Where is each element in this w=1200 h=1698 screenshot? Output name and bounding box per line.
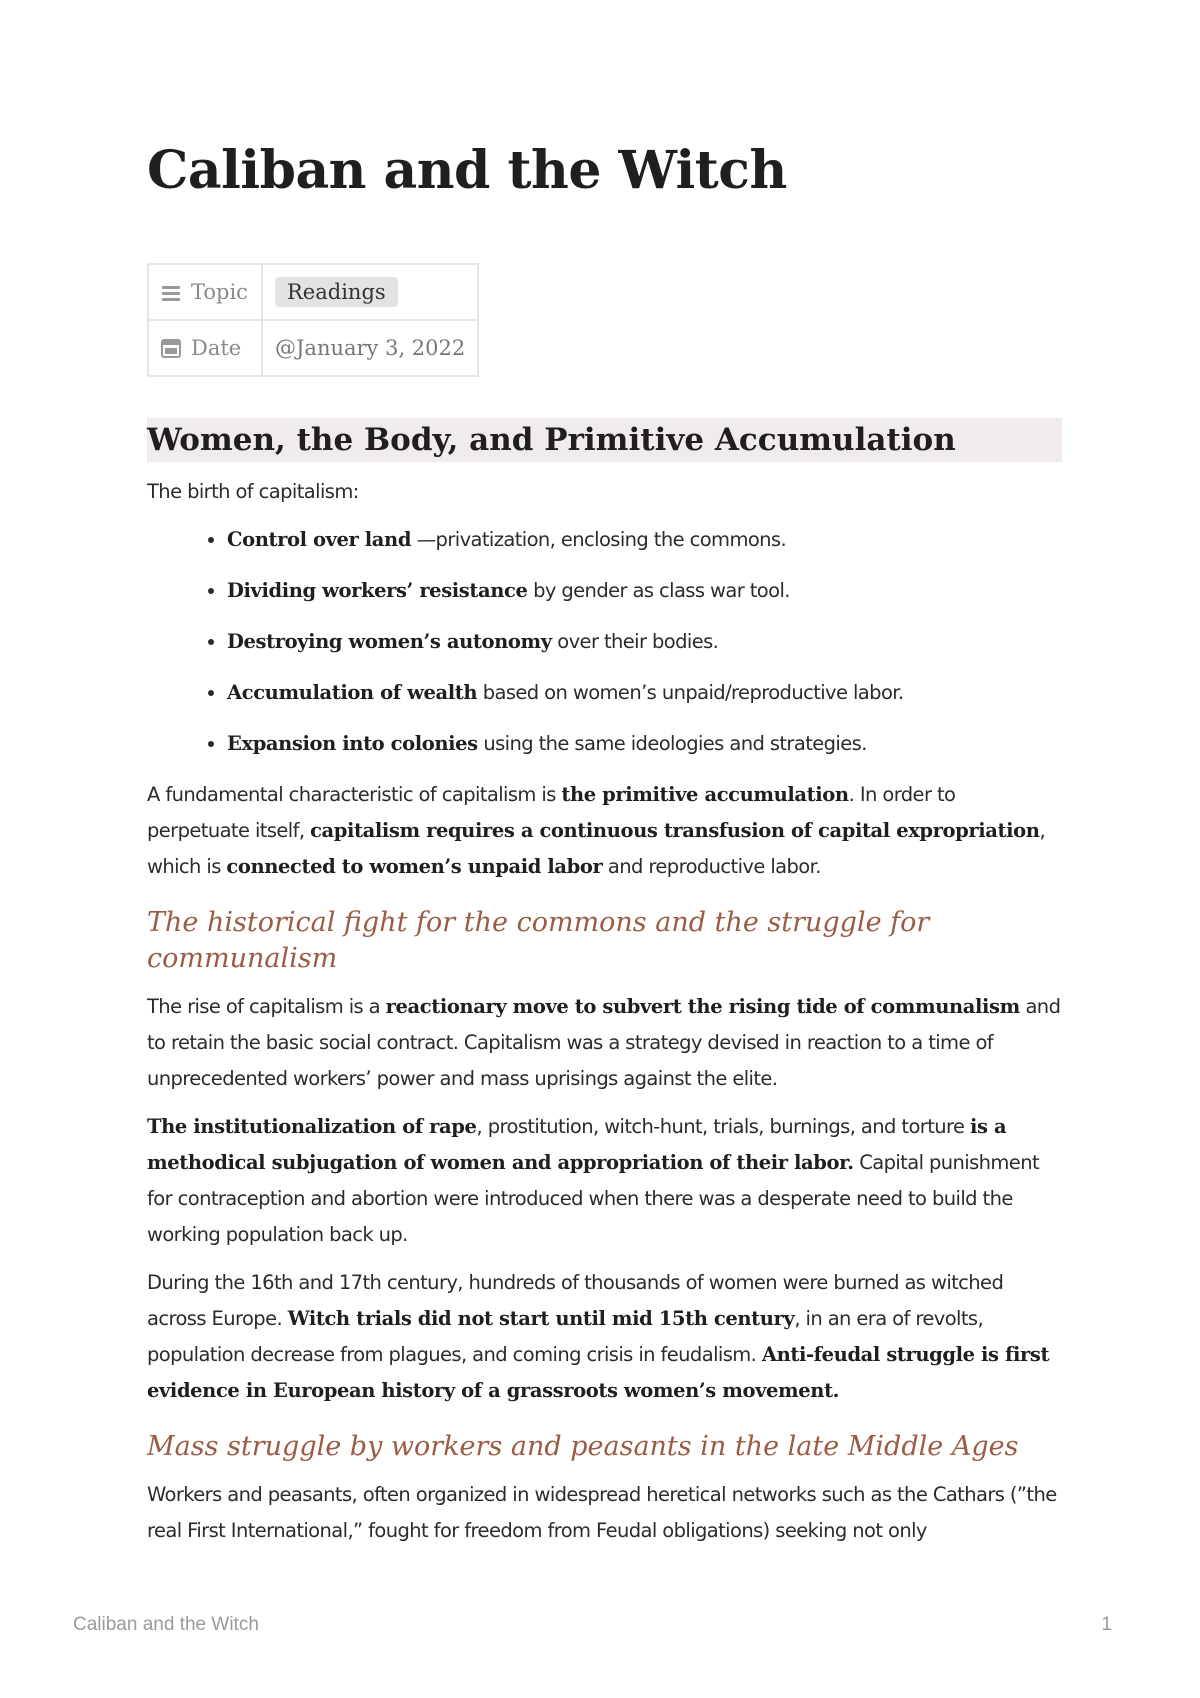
list-item: • Dividing workers’ resistance by gender as class war tool. xyxy=(227,573,1062,609)
paragraph: The institutionalization of rape, prostitution, witch-hunt, trials, burnings, and torture is a methodical subjugation of women and appropriation of their labor. Capital punishment for contraception and abortion were introduced when there was a desperate need to build the working population back up. xyxy=(147,1115,1040,1246)
topic-tag[interactable]: Readings xyxy=(275,277,398,307)
document-body xyxy=(147,418,1062,1561)
section-heading: Women, the Body, and Primitive Accumulation xyxy=(147,418,1062,462)
list-item: • Expansion into colonies using the same ideologies and strategies. xyxy=(227,726,1062,762)
paragraph: During the 16th and 17th century, hundreds of thousands of women were burned as witched across Europe. Witch trials did not start until mid 15th century, in an era of revolts, population decrease from plagues, and coming crisis in feudalism. Anti-feudal struggle is first evidence in European history of a grassroots women’s movement. xyxy=(147,1271,1050,1402)
subsection-heading: Mass struggle by workers and peasants in the late Middle Ages xyxy=(147,1431,1019,1462)
paragraph: A fundamental characteristic of capitalism is the primitive accumulation. In order to perpetuate itself, capitalism requires a continuous transfusion of capital expropriation, which is connected to women’s unpaid labor and reproductive labor. xyxy=(147,783,1046,878)
property-value[interactable] xyxy=(262,264,478,320)
list-item: • Control over land —privatization, enclosing the commons. xyxy=(227,522,1062,558)
property-row-topic xyxy=(148,264,478,320)
property-key xyxy=(148,320,262,376)
property-label: Topic xyxy=(191,280,248,304)
list-icon xyxy=(161,284,181,302)
properties-table xyxy=(147,263,479,377)
list-item: • Accumulation of wealth based on women’s unpaid/reproductive labor. xyxy=(227,675,1062,711)
property-row-date xyxy=(148,320,478,376)
list-item: • Destroying women’s autonomy over their bodies. xyxy=(227,624,1062,660)
paragraph: The rise of capitalism is a reactionary move to subvert the rising tide of communalism and to retain the basic social contract. Capitalism was a strategy devised in reaction to a time of unprecedented workers’ power and mass uprisings against the elite. xyxy=(147,995,1061,1090)
property-label: Date xyxy=(191,336,242,360)
property-value[interactable] xyxy=(262,320,478,376)
bullet-list xyxy=(147,522,1062,762)
page-title: Caliban and the Witch xyxy=(147,140,787,201)
paragraph: Workers and peasants, often organized in widespread heretical networks such as the Cathars (”the real First International,” fought for freedom from Feudal obligations) seeking not only xyxy=(147,1483,1057,1542)
property-key xyxy=(148,264,262,320)
paragraph: The birth of capitalism: xyxy=(147,480,359,503)
page-number: 1 xyxy=(1101,1614,1112,1635)
calendar-icon xyxy=(161,338,181,358)
date-value[interactable]: @January 3, 2022 xyxy=(275,336,466,360)
subsection-heading: The historical fight for the commons and the struggle for communalism xyxy=(147,907,930,974)
footer-title: Caliban and the Witch xyxy=(73,1614,259,1635)
